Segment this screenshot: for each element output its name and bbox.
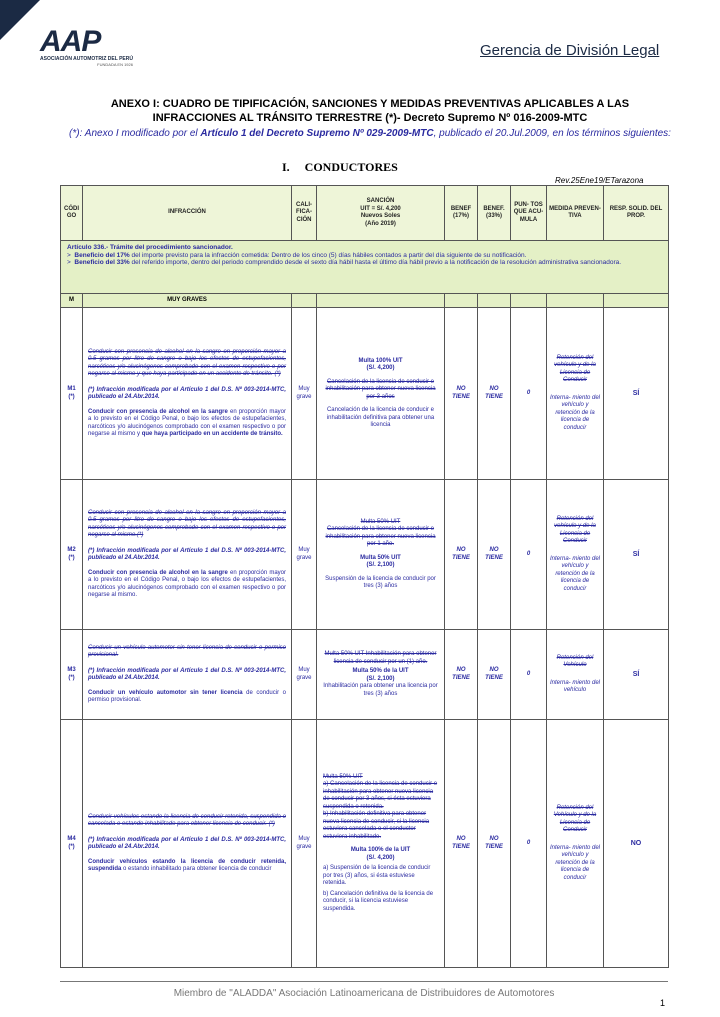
annex-title — [60, 97, 680, 125]
calification: Muy grave — [292, 308, 317, 480]
sanction — [317, 308, 445, 480]
article-cell — [61, 241, 669, 294]
infraction-text — [83, 630, 292, 720]
modification-note: (*) Infracción modificada por el Artículo 1 del D.S. Nº 003-2014-MTC, publicado el 24.Abr.2014. — [88, 386, 286, 400]
group-empty-4 — [478, 294, 511, 308]
preventive-measure — [547, 308, 604, 480]
points: 0 — [511, 720, 547, 968]
group-label: MUY GRAVES — [83, 294, 292, 308]
sanction-option-a: a) Suspensión de la licencia de conducir por tres (3) años, si ésta estuviese retenida. — [323, 865, 431, 887]
annex-note-bold: Artículo 1 del Decreto Supremo Nº 029-2009-MTC — [200, 128, 434, 139]
sanction-text: Suspensión de la licencia de conducir por tres (3) años — [325, 575, 436, 589]
measure-struck: Retención del Vehículo y de la Licencia de Conducir — [553, 804, 597, 834]
measure-text: Interna- miento del vehículo y retención de la licencia de conducir — [549, 844, 601, 881]
new-text-bold: Conducir vehículos estando la licencia de conducir retenida, suspendida — [88, 858, 286, 872]
benefit-33: NO TIENE — [478, 720, 511, 968]
aap-logo — [40, 25, 133, 67]
sanction-struck: Multa 50% UIT Cancelación de la licencia de conducir e inhabilitación para obtener nueva licencia por 1 año. — [325, 518, 436, 547]
struck-text: Conducir vehículos estando la licencia de conducir retenida, suspendida o cancelada o estando inhabilitado para obtener licencia de conducir. (*) — [88, 813, 286, 827]
struck-text: Conducir un vehículo automotor sin tener licencia de conducir o permiso provisional. — [88, 644, 286, 658]
modification-note: (*) Infracción modificada por el Artículo 1 del D.S. Nº 003-2014-MTC, publicado el 24.Abr.2014. — [88, 836, 286, 850]
article-benefit-17: > Beneficio del 17% del importe previsto para la infracción cometida: Dentro de los cinco (5) días hábiles contados a partir del día siguiente de su notificación. — [67, 251, 527, 259]
sanction-fine: Multa 50% de la UIT (S/. 2,100) — [352, 668, 409, 682]
table-header-row — [61, 186, 669, 241]
sanction-fine: Multa 50% UIT (S/. 2,100) — [360, 554, 401, 568]
footer-divider — [60, 981, 668, 982]
new-text-body: en proporción mayor a lo previsto en el Código Penal, o bajo los efectos de estupefacientes, narcóticos y/o alucinógenos comprobado con el examen respectivo o por negarse al mismo y — [88, 408, 286, 437]
header-points: PUN- TOS QUE ACU- MULA — [511, 186, 547, 241]
table-row — [61, 480, 669, 630]
modification-note: (*) Infracción modificada por el Artículo 1 del D.S. Nº 003-2014-MTC, publicado el 24.Abr.2014. — [88, 667, 286, 681]
sanction — [317, 480, 445, 630]
new-text — [88, 690, 286, 705]
table-row — [61, 308, 669, 480]
new-text-body: de conducir o permiso provisional. — [88, 689, 286, 703]
logo-subtitle: ASOCIACIÓN AUTOMOTRIZ DEL PERÚ — [40, 56, 133, 62]
new-text-body: en proporción mayor a lo previsto en el Código Penal, o bajo los efectos de estupefacientes, narcóticos y/o alucinógenos comprobado con el examen respectivo o por negarse al mismo. — [88, 569, 286, 598]
infraction-text — [83, 308, 292, 480]
sanction — [317, 720, 445, 968]
infraction-code: M3 (*) — [61, 630, 83, 720]
article-benefit-33: > Beneficio del 33% del referido importe, dentro del periodo comprendido desde el sexto día hábil hasta el último día hábil previo a la notificación de la resolución administrativa sancionadora. — [67, 259, 622, 266]
sanction-fine: Multa 100% de la UIT (S/. 4,200) — [350, 847, 411, 861]
sanction-struck: Multa 50% UIT Inhabilitación para obtener licencia de conducir por un (1) año. — [324, 651, 437, 665]
benefit-17: NO TIENE — [445, 308, 478, 480]
group-empty-7 — [604, 294, 669, 308]
header-benef17: BENEF (17%) — [445, 186, 478, 241]
header-code: CÓDI GO — [61, 186, 83, 241]
calification: Muy grave — [292, 480, 317, 630]
sanction-fine: Multa 100% UIT (S/. 4,200) — [358, 357, 403, 371]
logo-tagline: FUNDADA EN 1926 — [97, 62, 133, 67]
header-calif: CALI- FICA- CIÓN — [292, 186, 317, 241]
annex-note-pre: (*): Anexo I modificado por el — [69, 128, 201, 139]
section-heading — [282, 160, 398, 175]
group-empty-5 — [511, 294, 547, 308]
preventive-measure — [547, 630, 604, 720]
owner-liability: SÍ — [604, 630, 669, 720]
measure-struck: Retención del Vehículo — [556, 654, 594, 668]
benefit-33: NO TIENE — [478, 308, 511, 480]
sanction-text: Inhabilitación para obtener una licencia por tres (3) años — [323, 683, 438, 697]
header-resp: RESP. SOLID. DEL PROP. — [604, 186, 669, 241]
group-empty-2 — [317, 294, 445, 308]
header-infraction: INFRACCIÓN — [83, 186, 292, 241]
struck-text: Conducir con presencia de alcohol en la sangre en proporción mayor a 0.5 gramos por litro de sangre o bajo los efectos de estupefacientes, narcóticos y/o alucinógenos comprobado con el examen respectivo o por negarse al mismo y que haya participado en un accidente de tránsito. (*) — [88, 348, 286, 377]
struck-text: Conducir con presencia de alcohol en la sangre en proporción mayor a 0.5 gramos por litro de sangre o bajo los efectos de estupefacientes, narcóticos y/o alucinógenos comprobado con el examen respectivo o por negarse al mismo.(*) — [88, 509, 286, 538]
preventive-measure — [547, 480, 604, 630]
group-row — [61, 294, 669, 308]
group-empty-1 — [292, 294, 317, 308]
infraction-text — [83, 480, 292, 630]
article-row — [61, 241, 669, 294]
benefit-17: NO TIENE — [445, 720, 478, 968]
article-title: Artículo 336.- Trámite del procedimiento sancionador. — [67, 244, 233, 251]
benefit-17: NO TIENE — [445, 630, 478, 720]
corner-decoration — [0, 0, 40, 40]
new-text-bold: Conducir con presencia de alcohol en la sangre — [88, 408, 228, 415]
group-empty-6 — [547, 294, 604, 308]
annex-title-line2: INFRACCIONES AL TRÁNSITO TERRESTRE (*)- Decreto Supremo Nº 016-2009-MTC — [152, 112, 588, 124]
article-benefit-17-label: Beneficio del 17% — [74, 251, 130, 259]
new-text-bold: Conducir con presencia de alcohol en la sangre — [88, 569, 228, 576]
owner-liability: SÍ — [604, 480, 669, 630]
infraction-code: M1 (*) — [61, 308, 83, 480]
footer-text: Miembro de "ALADDA" Asociación Latinoamericana de Distribuidores de Automotores — [173, 988, 555, 999]
infraction-code: M4 (*) — [61, 720, 83, 968]
group-code: M — [61, 294, 83, 308]
infractions-table — [60, 185, 669, 968]
modification-note: (*) Infracción modificada por el Artículo 1 del D.S. Nº 003-2014-MTC, publicado el 24.Abr.2014. — [88, 547, 286, 561]
measure-struck: Retención del vehículo y de la Licencia de Conducir — [554, 515, 596, 545]
header-measure: MEDIDA PREVEN- TIVA — [547, 186, 604, 241]
sanction-option-b: b) Cancelación definitiva de la licencia de conducir, si la licencia estuviese suspendida. — [323, 890, 434, 912]
article-benefit-33-text: del referido importe, dentro del periodo comprendido desde el sexto día hábil hasta el último día hábil previo a la notificación de la resolución administrativa sancionadora. — [129, 259, 622, 266]
logo-text: AAP — [40, 25, 101, 58]
benefit-33: NO TIENE — [478, 630, 511, 720]
points: 0 — [511, 308, 547, 480]
annex-title-line1: ANEXO I: CUADRO DE TIPIFICACIÓN, SANCIONES Y MEDIDAS PREVENTIVAS APLICABLES A LAS — [110, 98, 630, 110]
measure-struck: Retención del vehículo y de la Licencia de Conducir — [554, 354, 596, 384]
points: 0 — [511, 480, 547, 630]
new-text — [88, 570, 286, 600]
sanction-struck: Multa 50% UIT a) Cancelación de la licencia de conducir e inhabilitación para obtener nueva licencia de conducir por 3 años, si ésta estuviera suspendida o retenida. b) Inhabilitación definitiva para obtener nueva licencia de conducir, si la licencia estuviera cancelada o el conductor estuviera inhabilitado. — [323, 773, 438, 840]
revision-note: Rev.25Ene19/ETarazona — [555, 176, 644, 185]
sanction — [317, 630, 445, 720]
article-benefit-33-label: Beneficio del 33% — [74, 259, 130, 266]
new-text — [88, 859, 286, 874]
section-title: CONDUCTORES — [304, 160, 398, 174]
infraction-code: M2 (*) — [61, 480, 83, 630]
annex-note — [60, 127, 680, 140]
department-title: Gerencia de División Legal — [480, 42, 660, 59]
measure-text: Interna- miento del vehículo y retención de la licencia de conducir — [549, 555, 601, 592]
article-benefit-17-text: del importe previsto para la infracción cometida: Dentro de los cinco (5) días hábiles contados a partir del día siguiente de su notificación. — [129, 251, 527, 259]
table-row — [61, 630, 669, 720]
annex-note-post: , publicado el 20.Jul.2009, en los términos siguientes: — [433, 128, 671, 139]
table-row — [61, 720, 669, 968]
group-empty-3 — [445, 294, 478, 308]
header-sanction: SANCIÓN UIT = S/. 4,200 Nuevos Soles (Año 2019) — [317, 186, 445, 241]
new-text-body: o estando inhabilitado para obtener licencia de conducir — [121, 866, 272, 872]
page-number: 1 — [660, 998, 666, 1008]
owner-liability: NO — [604, 720, 669, 968]
new-text-bold-end: que haya participado en un accidente de tránsito. — [141, 431, 283, 437]
sanction-text: Cancelación de la licencia de conducir e inhabilitación definitiva para obtener una licencia — [326, 407, 435, 428]
header-benef33: BENEF. (33%) — [478, 186, 511, 241]
calification: Muy grave — [292, 720, 317, 968]
benefit-33: NO TIENE — [478, 480, 511, 630]
points: 0 — [511, 630, 547, 720]
owner-liability: SÍ — [604, 308, 669, 480]
new-text — [88, 409, 286, 439]
benefit-17: NO TIENE — [445, 480, 478, 630]
calification: Muy grave — [292, 630, 317, 720]
preventive-measure — [547, 720, 604, 968]
infraction-text — [83, 720, 292, 968]
sanction-struck: Cancelación de la licencia de conducir e inhabilitación para obtener nueva licencia por 3 años — [325, 378, 436, 400]
section-number: I. — [282, 160, 290, 174]
measure-text: Interna- miento del vehículo y retención de la licencia de conducir — [549, 394, 601, 431]
new-text-bold: Conducir un vehículo automotor sin tener licencia — [88, 689, 243, 696]
measure-text: Interna- miento del vehículo — [549, 679, 601, 693]
